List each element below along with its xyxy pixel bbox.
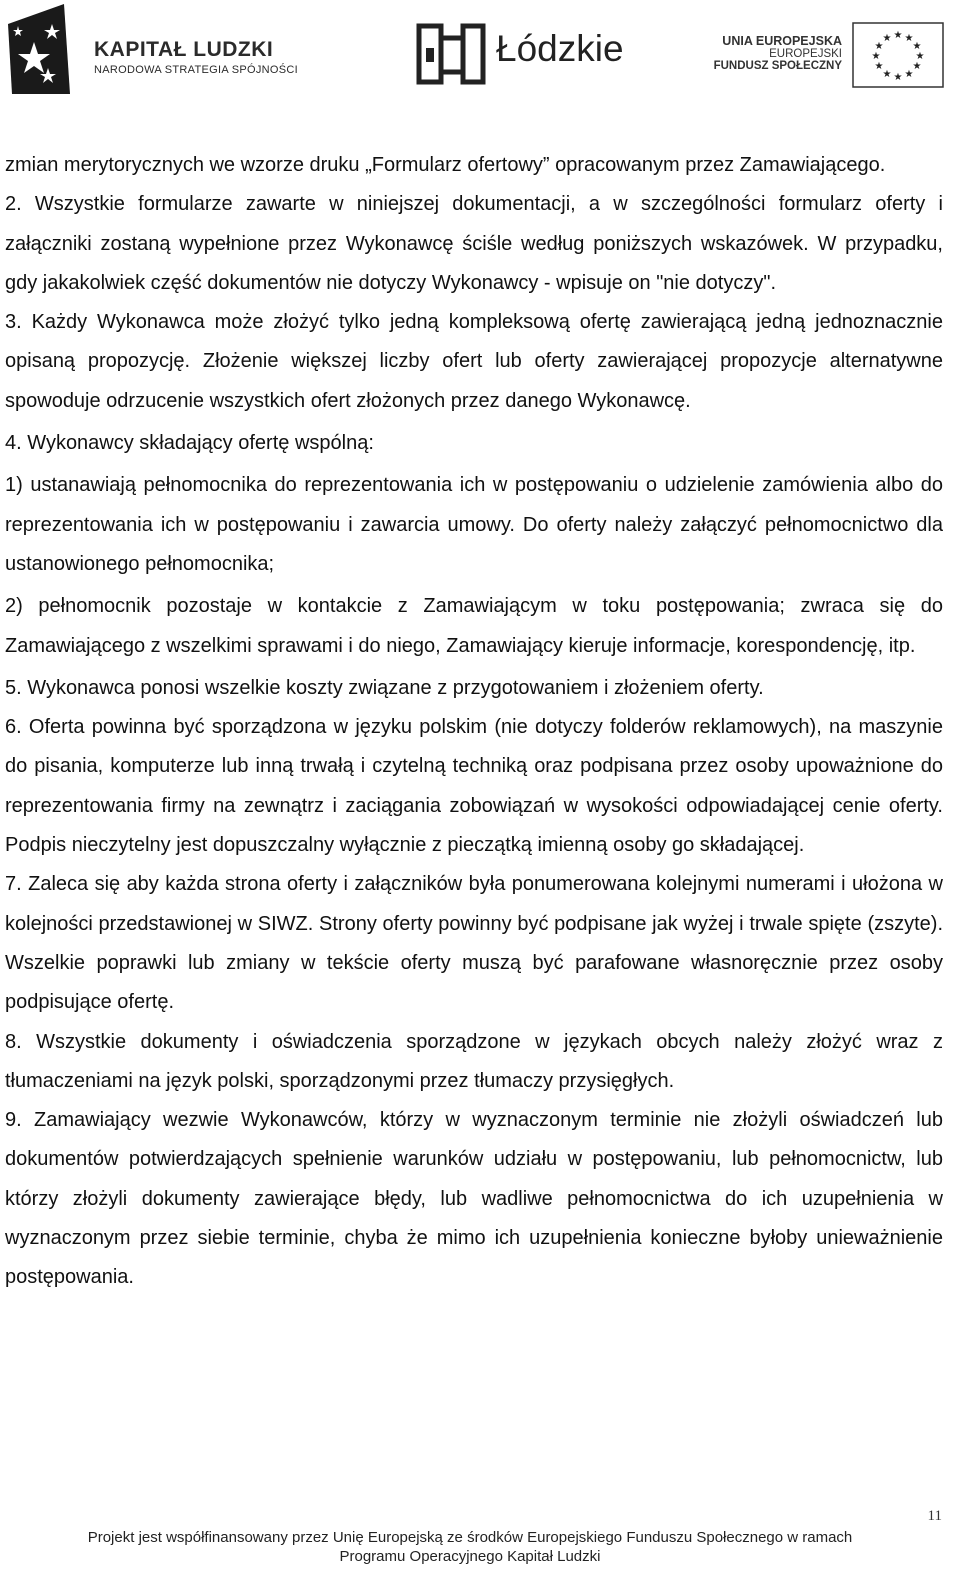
svg-text:★: ★ [915, 51, 925, 62]
paragraph: 6. Oferta powinna być sporządzona w języku polskim (nie dotyczy folderów reklamowych), na maszynie do pisania, komputerze lub inną trwałą i czytelną techniką oraz podpisana przez osoby upoważnione do reprezentowania firmy na zewnątrz i zaciągania zobowiązań w wysokości odpowiadającej cenie oferty. Podpis nieczytelny jest dopuszczalny wyłącznie z pieczątką imienną osoby go składającej. [5, 716, 943, 857]
svg-text:★: ★ [871, 51, 881, 62]
paragraph: zmian merytorycznych we wzorze druku „Formularz ofertowy” opracowanym przez Zamawiającego. [5, 154, 886, 176]
eu-logo [712, 20, 952, 90]
lodzkie-text: Łódzkie [496, 28, 624, 69]
paragraph: 3. Każdy Wykonawca może złożyć tylko jedną kompleksową ofertę zawierającą jedną jednoznacznie opisaną propozycję. Złożenie większej liczby ofert lub oferty zawierającej propozycje alternatywne spowoduje odrzucenie wszystkich ofert złożonych przez danego Wykonawcę. [5, 311, 943, 412]
page-number: 11 [927, 1508, 942, 1524]
paragraph: 5. Wykonawca ponosi wszelkie koszty związane z przygotowaniem i złożeniem oferty. [5, 676, 764, 699]
paragraph: 8. Wszystkie dokumenty i oświadczenia sporządzone w językach obcych należy złożyć wraz z tłumaczeniami na język polski, sporządzonymi przez tłumaczy przysięgłych. [5, 1030, 943, 1092]
svg-text:★: ★ [904, 33, 914, 44]
paragraph: 7. Zaleca się aby każda strona oferty i załączników była ponumerowana kolejnymi numerami i ułożona w kolejności przedstawionej w SIWZ. Strony oferty powinny być podpisane jak wyżej i trwale spięte (zszyte). Wszelkie poprawki lub zmiany w tekście oferty muszą być parafowane własnoręcznie przez osoby podpisujące ofertę. [5, 873, 943, 1014]
kapital-ludzki-logo [4, 2, 324, 97]
kapital-ludzki-title: KAPITAŁ LUDZKI [94, 38, 274, 61]
eu-line-1: UNIA EUROPEJSKA [722, 34, 842, 48]
page-header [0, 0, 960, 100]
svg-text:★: ★ [882, 33, 892, 44]
document-body [5, 146, 943, 1298]
star-emblem-icon [4, 2, 84, 97]
svg-text:★: ★ [904, 69, 914, 80]
paragraph: 2. Wszystkie formularze zawarte w niniejszej dokumentacji, a w szczególności formularz oferty i załączniki zostaną wypełnione przez Wykonawcę ściśle według poniższych wskazówek. W przypadku, gdy jakakolwiek część dokumentów nie dotyczy Wykonawcy - wpisuje on "nie dotyczy". [5, 193, 943, 294]
svg-text:★: ★ [912, 61, 922, 72]
kapital-ludzki-subtitle: NARODOWA STRATEGIA SPÓJNOŚCI [94, 64, 298, 76]
svg-text:★: ★ [882, 69, 892, 80]
paragraph: 2) pełnomocnik pozostaje w kontakcie z Zamawiającym w toku postępowania; zwraca się do Zamawiającego z wszelkimi sprawami i do niego, Zamawiający kieruje informacje, korespondencję, itp. [5, 595, 943, 657]
paragraph: 1) ustanawiają pełnomocnika do reprezentowania ich w postępowaniu o udzielenie zamówienia albo do reprezentowania ich w postępowaniu i zawarcia umowy. Do oferty należy załączyć pełnomocnictwo dla ustanowionego pełnomocnika; [5, 474, 943, 575]
paragraph: 9. Zamawiający wezwie Wykonawców, którzy w wyznaczonym terminie nie złożyli oświadczeń lub dokumentów potwierdzających spełnienie warunków udziału w postępowaniu, lub pełnomocnictw, lub którzy złożyli dokumenty zawierające błędy, lub wadliwe pełnomocnictwa do ich uzupełnienia w wyznaczonym przez siebie terminie, chyba że mimo ich uzupełnienia konieczne byłoby unieważnienie postępowania. [5, 1109, 943, 1289]
svg-text:★: ★ [912, 41, 922, 52]
footer-line-2: Programu Operacyjnego Kapitał Ludzki [339, 1548, 601, 1565]
lodzkie-emblem-icon [416, 20, 488, 88]
footer-line-1: Projekt jest współfinansowany przez Unię Europejską ze środków Europejskiego Funduszu Społecznego w ramach [87, 1529, 853, 1546]
eu-flag-icon [852, 22, 944, 88]
svg-text:★: ★ [893, 30, 903, 41]
svg-text:★: ★ [874, 41, 884, 52]
paragraph: 4. Wykonawcy składający ofertę wspólną: [5, 432, 374, 455]
eu-line-3: FUNDUSZ SPOŁECZNY [713, 60, 842, 72]
lodzkie-logo [416, 20, 624, 92]
eu-line-2: EUROPEJSKI [769, 48, 842, 60]
page-footer [0, 1528, 940, 1566]
svg-text:★: ★ [874, 61, 884, 72]
svg-text:★: ★ [893, 72, 903, 83]
